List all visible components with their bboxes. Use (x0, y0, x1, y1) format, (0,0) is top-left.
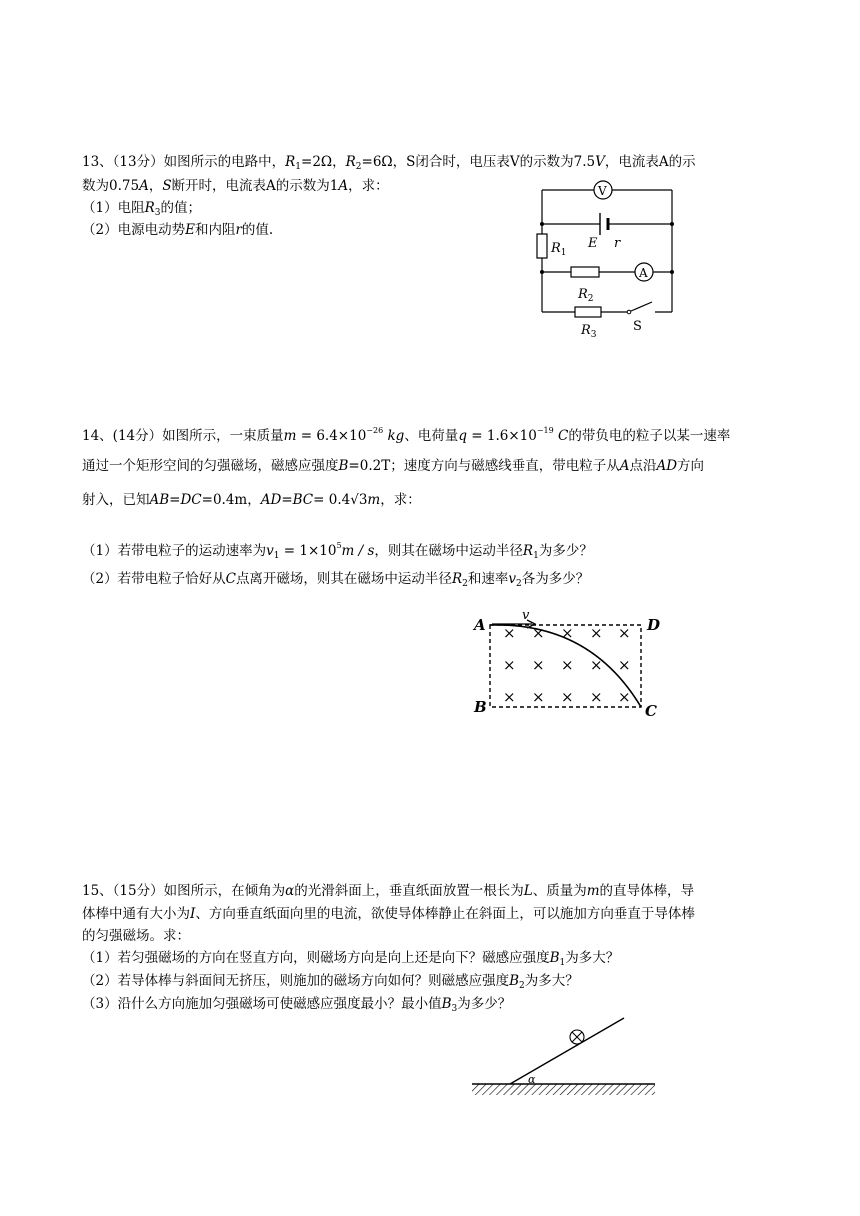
q13-line1: 13、（13分）如图所示的电路中，$R_1=2\Omega$，$R_2=6\Omega$，S闭合时，电压表V的示数为7.5V，电流表A的示 (82, 154, 696, 172)
q14-sub1: （1）若带电粒子的运动速率为$v_1 = 1\times 10^5m / s$，则其在磁场中运动半径$R_1$为多少？ (82, 541, 593, 561)
q15-sub2: （2）若导体棒与斜面间无挤压，则施加的磁场方向如何？则磁感应强度$B_2$为多大？ (82, 973, 579, 991)
q15-line2: 体棒中通有大小为I、方向垂直纸面向里的电流，欲使导体棒静止在斜面上，可以施加方向垂直于导体棒 (82, 906, 695, 922)
svg-text:×: × (590, 624, 603, 642)
svg-text:×: × (618, 688, 631, 706)
q15-line3: 的匀强磁场。求： (82, 928, 190, 944)
q14-sub2: （2）若带电粒子恰好从C点离开磁场，则其在磁场中运动半径$R_2$和速率$v_2$各为多少？ (82, 571, 590, 589)
corner-label-b: B (474, 698, 487, 716)
r2-label: $R_2$ (578, 287, 594, 304)
q15-line1: 15、（15分）如图所示，在倾角为α的光滑斜面上，垂直纸面放置一根长为L、质量为m的直导体棒，导 (82, 883, 695, 899)
svg-text:×: × (618, 656, 631, 674)
corner-label-c: C (645, 702, 657, 720)
svg-text:×: × (618, 624, 631, 642)
ground-hatching (472, 1084, 655, 1095)
velocity-label: v (522, 608, 530, 623)
voltmeter-label: V (598, 184, 607, 198)
svg-text:×: × (590, 656, 603, 674)
incline-angle-label: α (528, 1073, 536, 1086)
r1-label: $R_1$ (551, 241, 567, 258)
q14-line2: 通过一个矩形空间的匀强磁场，磁感应强度B=0.2T；速度方向与磁感线垂直，带电粒子从A点沿AD方向 (82, 458, 705, 474)
corner-label-d: D (647, 616, 661, 634)
ammeter-label: A (639, 266, 648, 280)
q14-line3: 射入，已知AB=DC=0.4m，AD=BC= 0.4√3m，求： (82, 492, 421, 508)
q13-sub1: （1）电阻$R_3$的值； (82, 200, 201, 218)
q15-sub3: （3）沿什么方向施加匀强磁场可使磁感应强度最小？最小值$B_3$为多少？ (82, 996, 512, 1014)
svg-text:×: × (503, 656, 516, 674)
q13-line2: 数为0.75A，S断开时，电流表A的示数为1A，求： (82, 178, 389, 194)
svg-text:×: × (503, 688, 516, 706)
svg-text:×: × (590, 688, 603, 706)
q15-sub1: （1）若匀强磁场的方向在竖直方向，则磁场方向是向上还是向下？磁感应强度$B_1$为多大？ (82, 950, 620, 968)
corner-label-a: A (474, 616, 486, 634)
current-into-page-icon (570, 1030, 584, 1044)
emf-label: E (588, 236, 598, 251)
svg-text:×: × (532, 688, 545, 706)
svg-text:×: × (561, 688, 574, 706)
q13-sub2: （2）电源电动势E和内阻r的值. (82, 222, 274, 238)
q14-line1: 14、(14分）如图所示，一束质量$m = 6.4\times 10^{-26}$ kg、电荷量$q = 1.6\times 10^{-19}$ C的带负电的粒子以某一速率 (82, 426, 731, 444)
r3-label: $R_3$ (581, 323, 597, 340)
switch-label: S (633, 319, 642, 334)
svg-text:×: × (503, 624, 516, 642)
svg-text:×: × (532, 624, 545, 642)
svg-text:×: × (561, 624, 574, 642)
internal-resistance-label: r (614, 236, 621, 251)
svg-text:×: × (561, 656, 574, 674)
svg-text:×: × (532, 656, 545, 674)
